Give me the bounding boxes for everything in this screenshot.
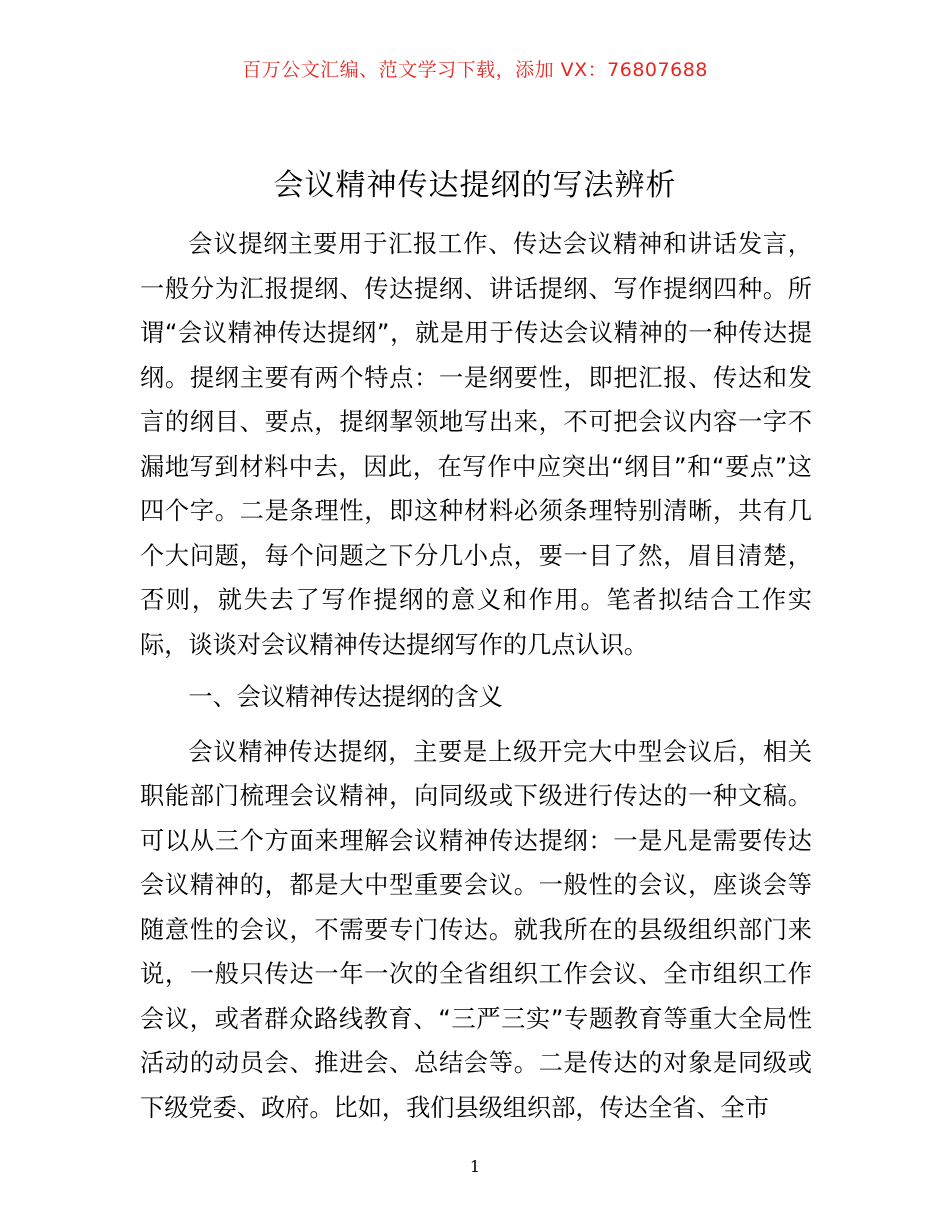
paragraph-intro: 会议提纲主要用于汇报工作、传达会议精神和讲话发言，一般分为汇报提纲、传达提纲、讲话提纲、写作提纲四种。所谓“会议精神传达提纲”，就是用于传达会议精神的一种传达提纲。提纲主要有两个特点：一是纲要性，即把汇报、传达和发言的纲目、要点，提纲挈领地写出来，不可把会议内容一字不漏地写到材料中去，因此，在写作中应突出“纲目”和“要点”这四个字。二是条理性，即这种材料必须条理特别清晰，共有几个大问题，每个问题之下分几小点，要一目了然，眉目清楚，否则，就失去了写作提纲的意义和作用。笔者拟结合工作实际，谈谈对会议精神传达提纲写作的几点认识。 (140, 230, 812, 659)
section-heading: 一、会议精神传达提纲的含义 (188, 683, 503, 711)
document-body (140, 222, 812, 1130)
paragraph-definition: 会议精神传达提纲，主要是上级开完大中型会议后，相关职能部门梳理会议精神，向同级或下级进行传达的一种文稿。可以从三个方面来理解会议精神传达提纲：一是凡是需要传达会议精神的，都是大中型重要会议。一般性的会议，座谈会等随意性的会议，不需要专门传达。就我所在的县级组织部门来说，一般只传达一年一次的全省组织工作会议、全市组织工作会议，或者群众路线教育、“三严三实”专题教育等重大全局性活动的动员会、推进会、总结会等。二是传达的对象是同级或下级党委、政府。比如，我们县级组织部，传达全省、全市 (140, 737, 812, 1122)
page-number: 1 (469, 1157, 481, 1176)
header-note: 百万公文汇编、范文学习下载，添加 VX：76807688 (242, 59, 708, 81)
document-title: 会议精神传达提纲的写法辨析 (273, 168, 677, 203)
